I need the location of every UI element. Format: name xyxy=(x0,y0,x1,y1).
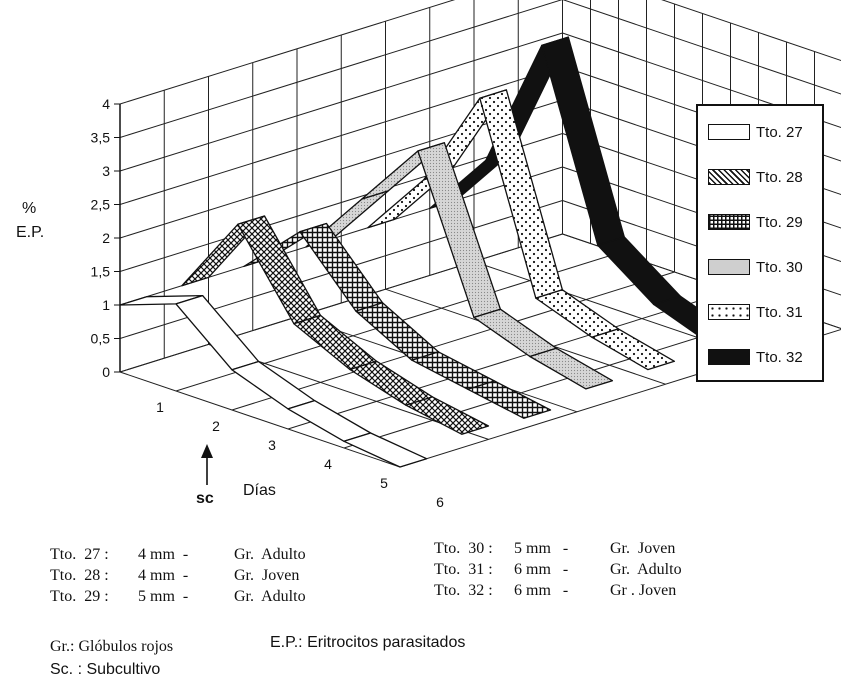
note-group: Gr. Adulto xyxy=(610,561,682,578)
note-group: Gr. Joven xyxy=(610,540,676,557)
legend-swatch xyxy=(708,214,750,230)
note-row xyxy=(50,565,306,586)
note-group: Gr. Joven xyxy=(234,567,300,584)
note-group: Gr. Adulto xyxy=(234,546,306,563)
y-tick-label: 2 xyxy=(102,230,110,246)
back-wall-gridline xyxy=(563,0,841,61)
abbr-subcultivo: Sc. : Subcultivo xyxy=(50,661,161,678)
legend-swatch xyxy=(708,349,750,365)
note-size: 4 mm - xyxy=(138,546,189,563)
note-code: Tto. 32 : xyxy=(434,582,493,599)
legend-swatch xyxy=(708,304,750,320)
note-size: 5 mm - xyxy=(138,588,189,605)
legend-label: Tto. 29 xyxy=(756,213,803,231)
ribbon-segment xyxy=(412,352,495,389)
ribbon-segment xyxy=(350,361,433,405)
x-axis-label: Días xyxy=(243,482,276,499)
ribbon-segment xyxy=(468,381,551,418)
legend-label: Tto. 28 xyxy=(756,168,803,186)
x-tick-label: 3 xyxy=(268,437,276,453)
y-tick-label: 2,5 xyxy=(90,196,110,213)
y-tick-label: 1,5 xyxy=(90,263,110,280)
note-code: Tto. 28 : xyxy=(50,567,109,584)
legend-item-29 xyxy=(708,212,803,232)
y-axis-label-line2: E.P. xyxy=(16,224,45,241)
legend-swatch xyxy=(708,259,750,275)
legend-item-31 xyxy=(708,302,803,322)
note-row xyxy=(50,544,306,565)
note-size: 5 mm - xyxy=(514,540,569,557)
abbr-eritrocitos: E.P.: Eritrocitos parasitados xyxy=(270,634,466,651)
ribbon-segment xyxy=(474,309,557,356)
y-tick-label: 0 xyxy=(102,364,110,380)
x-tick-label: 2 xyxy=(212,418,220,434)
x-tick-label: 5 xyxy=(380,475,388,491)
sc-arrow xyxy=(201,444,213,485)
ribbon-segment xyxy=(294,315,377,369)
legend-label: Tto. 32 xyxy=(756,348,803,366)
x-tick-label: 4 xyxy=(324,456,332,472)
ribbon-segment xyxy=(598,237,681,305)
legend-swatch xyxy=(708,169,750,185)
note-row xyxy=(434,580,682,601)
abbr-globulos: Gr.: Glóbulos rojos xyxy=(50,638,174,655)
note-code: Tto. 29 : xyxy=(50,588,109,605)
x-tick-label: 6 xyxy=(436,494,444,510)
y-tick-label: 3 xyxy=(102,163,110,179)
note-row xyxy=(434,559,682,580)
note-size: 6 mm - xyxy=(514,561,569,578)
note-row xyxy=(50,586,306,607)
note-code: Tto. 30 : xyxy=(434,540,493,557)
legend-item-30 xyxy=(708,257,803,277)
y-tick-label: 3,5 xyxy=(90,129,110,146)
treatment-notes-right xyxy=(434,538,682,601)
x-tick-label: 1 xyxy=(156,399,164,415)
legend-label: Tto. 31 xyxy=(756,303,803,321)
note-size: 6 mm - xyxy=(514,582,569,599)
note-code: Tto. 27 : xyxy=(50,546,109,563)
legend-item-27 xyxy=(708,122,803,142)
y-tick-label: 0,5 xyxy=(90,330,110,347)
legend-item-32 xyxy=(708,347,803,367)
sc-marker-label: sc xyxy=(196,490,214,507)
y-axis-label-line1: % xyxy=(22,200,37,217)
ribbon-segment xyxy=(232,362,315,409)
y-tick-label: 1 xyxy=(102,297,110,313)
legend-label: Tto. 27 xyxy=(756,123,803,141)
legend-label: Tto. 30 xyxy=(756,258,803,276)
legend xyxy=(696,104,824,382)
legend-swatch xyxy=(708,124,750,140)
y-tick-label: 4 xyxy=(102,96,110,112)
ribbon-segment xyxy=(542,37,625,245)
note-group: Gr. Adulto xyxy=(234,588,306,605)
note-size: 4 mm - xyxy=(138,567,189,584)
treatment-notes-left xyxy=(50,544,306,607)
note-group: Gr . Joven xyxy=(610,582,677,599)
note-code: Tto. 31 : xyxy=(434,561,493,578)
note-row xyxy=(434,538,682,559)
legend-item-28 xyxy=(708,167,803,187)
